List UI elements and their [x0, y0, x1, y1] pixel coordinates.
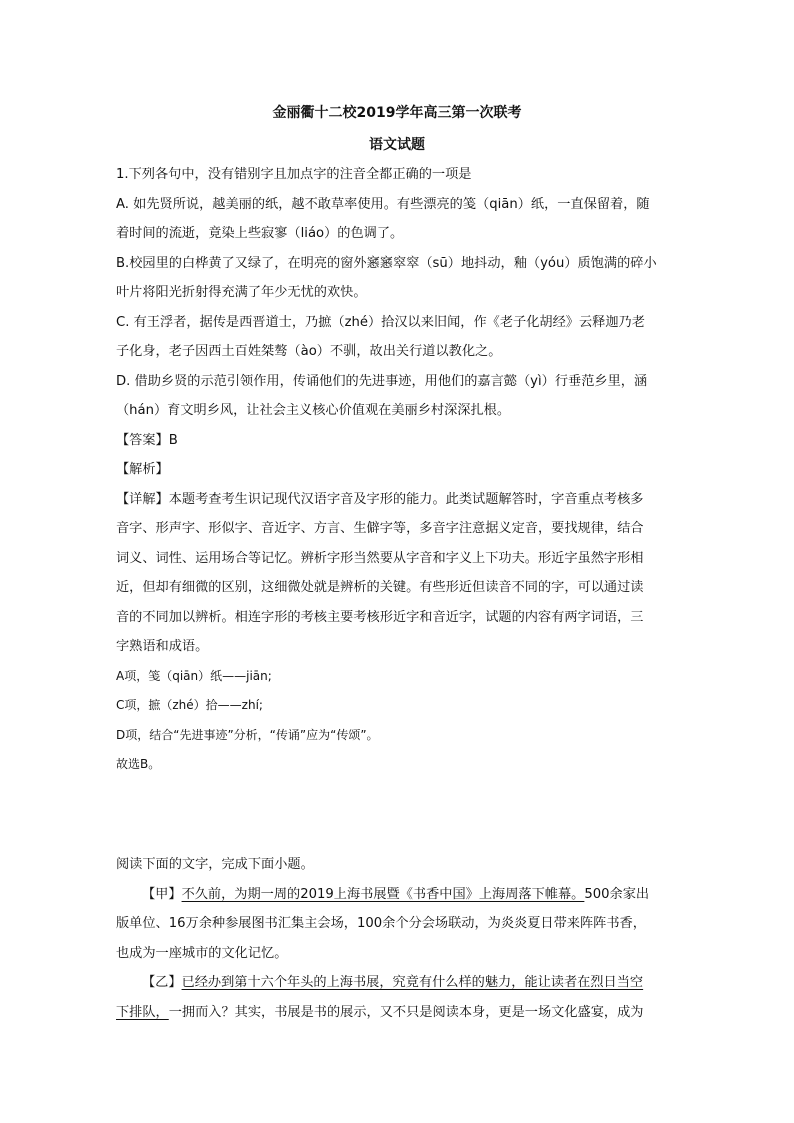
item-d-analysis: D项，结合“先进事迹”分析，“传诵”应为“传颂”。 — [116, 727, 379, 742]
reading-section — [116, 850, 676, 1027]
option-d-line-2: （hán）育文明乡风，让社会主义核心价值观在美丽乡村深深扎根。 — [116, 403, 511, 418]
conclusion: 故选B。 — [116, 757, 161, 771]
document-subtitle: 语文试题 — [369, 137, 425, 153]
reading-intro: 阅读下面的文字，完成下面小题。 — [116, 857, 314, 872]
item-c-analysis: C项，摭（zhé）拾——zhí; — [116, 698, 263, 712]
option-c-line-2: 子化身，老子因西土百姓桀骜（ào）不驯，故出关行道以教化之。 — [116, 344, 502, 359]
passage-jia-rest: 500余家出 — [584, 886, 650, 902]
passage-yi-underlined-1: 已经办到第十六个年头的上海书展，究竟有什么样的魅力，能让读者在烈日当空 — [181, 975, 644, 990]
passage-yi-line-2 — [116, 998, 676, 1028]
passage-yi-line-1 — [116, 968, 676, 998]
option-c-line-1: C. 有王浮者，据传是西晋道士，乃摭（zhé）拾汉以来旧闻，作《老子化胡经》云释迦乃老 — [116, 314, 645, 330]
document-title: 金丽衢十二校2019学年高三第一次联考 — [272, 105, 522, 121]
passage-jia-underlined: 不久前，为期一周的2019上海书展暨《书香中国》上海周落下帷幕。 — [181, 886, 585, 902]
passage-jia-line-3: 也成为一座城市的文化记忆。 — [116, 945, 288, 961]
passage-yi-underlined-2: 下排队， — [116, 1004, 169, 1020]
detail-line-6: 字熟语和成语。 — [116, 639, 209, 654]
passage-yi-label: 【乙】 — [142, 975, 182, 990]
detail-line-1: 【详解】本题考查考生识记现代汉语字音及字形的能力。此类试题解答时，字音重点考核多 — [116, 491, 644, 507]
option-d-line-1: D. 借助乡贤的示范引领作用，传诵他们的先进事迹，用他们的嘉言懿（yì）行垂范乡里，涵 — [116, 373, 648, 389]
passage-yi-rest: 一拥而入？其实，书展是书的展示，又不只是阅读本身，更是一场文化盛宴，成为 — [168, 1004, 644, 1020]
question-stem: 1.下列各句中，没有错别字且加点字的注音全都正确的一项是 — [116, 167, 472, 182]
passage-jia-line-2: 版单位、16万余种参展图书汇集主会场，100余个分会场联动，为炎炎夏日带来阵阵书香， — [116, 916, 646, 931]
detail-line-3: 词义、词性、运用场合等记忆。辨析字形当然要从字音和字义上下功夫。形近字虽然字形相 — [116, 550, 644, 566]
passage-jia-line-1 — [116, 880, 676, 910]
option-a-line-1: A. 如先贤所说，越美丽的纸，越不敢草率使用。有些漂亮的笺（qiān）纸，一直保留着，随 — [116, 196, 650, 212]
detail-line-4: 近，但却有细微的区别，这细微处就是辨析的关键。有些形近但读音不同的字，可以通过读 — [116, 580, 644, 595]
item-a-analysis: A项，笺（qiān）纸——jiān; — [116, 668, 272, 683]
detail-line-5: 音的不同加以辨析。相连字形的考核主要考核形近字和音近字，试题的内容有两字词语，三 — [116, 609, 644, 625]
answer-line: 【答案】B — [116, 432, 178, 448]
option-b-line-2: 叶片将阳光折射得充满了年少无忧的欢快。 — [116, 285, 367, 300]
option-a-line-2: 着时间的流逝，竟染上些寂寥（liáo）的色调了。 — [116, 226, 404, 241]
option-b-line-1: B.校园里的白桦黄了又绿了，在明亮的窗外窸窸窣窣（sū）地抖动，釉（yóu）质饱满的碎小 — [116, 255, 657, 271]
passage-jia-label: 【甲】 — [142, 886, 182, 902]
detail-line-2: 音字、形声字、形似字、音近字、方言、生僻字等，多音字注意据义定音，要找规律，结合 — [116, 521, 644, 536]
analysis-label: 【解析】 — [116, 462, 169, 477]
question-1 — [116, 160, 676, 780]
